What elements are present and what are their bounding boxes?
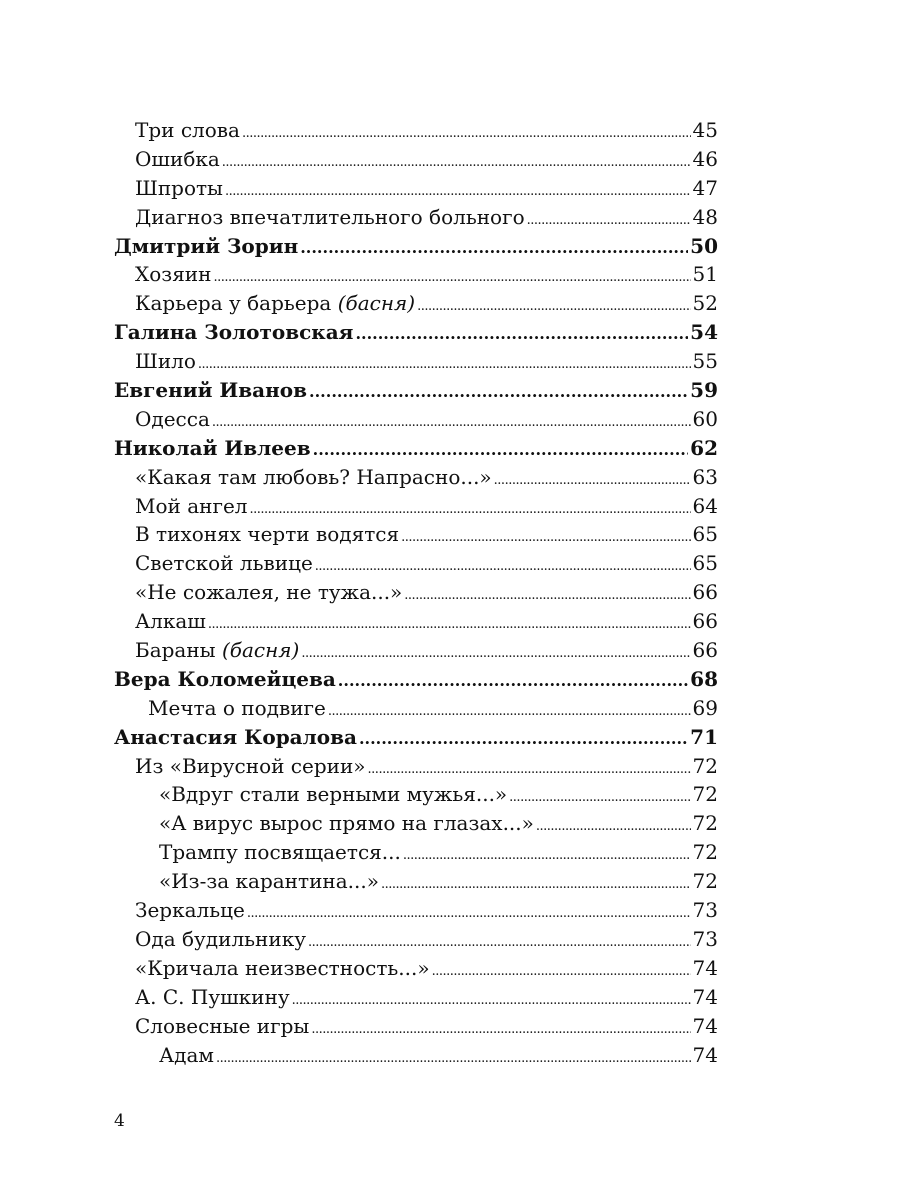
dot-leader bbox=[417, 293, 690, 322]
toc-entry-page: 73 bbox=[692, 898, 718, 923]
toc-entry-page: 54 bbox=[690, 320, 718, 345]
toc-entry bbox=[114, 405, 718, 434]
dot-leader bbox=[292, 987, 691, 1016]
toc-entry bbox=[114, 636, 718, 665]
dot-leader bbox=[536, 813, 691, 842]
toc-entry-title: Карьера у барьера (басня) bbox=[135, 291, 416, 316]
toc-entry bbox=[114, 549, 718, 578]
toc-entry bbox=[114, 694, 718, 723]
toc-entry-title: Светской львице bbox=[135, 551, 313, 576]
dot-leader bbox=[527, 207, 691, 236]
toc-entry bbox=[114, 896, 718, 925]
toc-author-entry bbox=[114, 232, 718, 261]
toc-entry bbox=[114, 838, 718, 867]
toc-entry-page: 47 bbox=[692, 175, 718, 200]
dot-leader bbox=[494, 467, 691, 496]
table-of-contents bbox=[114, 116, 718, 1069]
toc-entry bbox=[114, 174, 718, 203]
toc-entry-title: «А вирус вырос прямо на глазах...» bbox=[159, 811, 534, 836]
toc-entry bbox=[114, 867, 718, 896]
toc-entry-title: Из «Вирусной серии» bbox=[135, 753, 366, 778]
toc-entry-title: Мой ангел bbox=[135, 493, 248, 518]
toc-entry-title: Зеркальце bbox=[135, 898, 245, 923]
toc-entry-page: 68 bbox=[690, 666, 718, 691]
toc-entry-note: (басня) bbox=[221, 638, 300, 663]
toc-entry-title: Шило bbox=[135, 349, 196, 374]
toc-entry bbox=[114, 925, 718, 954]
toc-entry bbox=[114, 1012, 718, 1041]
toc-entry-page: 74 bbox=[692, 1013, 718, 1038]
toc-entry bbox=[114, 260, 718, 289]
toc-entry-page: 48 bbox=[692, 204, 718, 229]
toc-entry bbox=[114, 607, 718, 636]
dot-leader bbox=[222, 149, 691, 178]
toc-entry-title: Дмитрий Зорин bbox=[114, 233, 299, 258]
toc-entry bbox=[114, 1041, 718, 1070]
toc-entry bbox=[114, 116, 718, 145]
toc-entry-page: 62 bbox=[690, 435, 718, 460]
toc-entry-page: 59 bbox=[690, 378, 718, 403]
dot-leader bbox=[216, 1045, 691, 1074]
toc-entry-title: Галина Золотовская bbox=[114, 320, 354, 345]
toc-entry-page: 72 bbox=[692, 782, 718, 807]
dot-leader bbox=[509, 784, 690, 813]
toc-entry-title: Словесные игры bbox=[135, 1013, 310, 1038]
toc-entry-title: Шпроты bbox=[135, 175, 223, 200]
toc-entry-page: 55 bbox=[692, 349, 718, 374]
toc-entry bbox=[114, 578, 718, 607]
toc-entry-title: «Кричала неизвестность...» bbox=[135, 955, 430, 980]
toc-entry-page: 60 bbox=[692, 406, 718, 431]
toc-entry-page: 73 bbox=[692, 926, 718, 951]
toc-entry bbox=[114, 145, 718, 174]
dot-leader bbox=[242, 120, 691, 149]
toc-entry-page: 72 bbox=[692, 840, 718, 865]
toc-entry bbox=[114, 492, 718, 521]
toc-entry-page: 66 bbox=[692, 609, 718, 634]
dot-leader bbox=[355, 320, 688, 349]
dot-leader bbox=[403, 842, 691, 871]
toc-author-entry bbox=[114, 318, 718, 347]
toc-entry-page: 45 bbox=[692, 118, 718, 142]
toc-entry-title: «Не сожалея, не тужа...» bbox=[135, 580, 403, 605]
toc-entry-title: «Вдруг стали верными мужья...» bbox=[159, 782, 508, 807]
toc-entry-page: 74 bbox=[692, 984, 718, 1009]
toc-entry-page: 72 bbox=[692, 753, 718, 778]
toc-entry bbox=[114, 809, 718, 838]
toc-entry-title: «Какая там любовь? Напрасно...» bbox=[135, 464, 492, 489]
toc-author-entry bbox=[114, 434, 718, 463]
dot-leader bbox=[401, 524, 690, 553]
toc-entry-title: Ода будильнику bbox=[135, 926, 306, 951]
toc-entry-title: Адам bbox=[159, 1042, 214, 1067]
toc-entry-page: 74 bbox=[692, 1042, 718, 1067]
toc-entry-page: 66 bbox=[692, 580, 718, 605]
dot-leader bbox=[328, 698, 691, 727]
dot-leader bbox=[338, 667, 688, 696]
toc-entry-title: Трампу посвящается... bbox=[159, 840, 401, 865]
toc-entry-title: Евгений Иванов bbox=[114, 378, 308, 403]
toc-entry-title: В тихонях черти водятся bbox=[135, 522, 400, 547]
toc-entry bbox=[114, 520, 718, 549]
toc-entry bbox=[114, 954, 718, 983]
toc-entry bbox=[114, 780, 718, 809]
dot-leader bbox=[247, 900, 691, 929]
toc-author-entry bbox=[114, 723, 718, 752]
toc-entry-title: Алкаш bbox=[135, 609, 206, 634]
toc-entry-page: 71 bbox=[690, 724, 718, 749]
dot-leader bbox=[309, 378, 688, 407]
toc-entry-page: 52 bbox=[692, 291, 718, 316]
dot-leader bbox=[301, 640, 690, 669]
page-number: 4 bbox=[114, 1111, 125, 1131]
toc-entry-page: 51 bbox=[692, 262, 718, 287]
toc-entry bbox=[114, 463, 718, 492]
toc-author-entry bbox=[114, 376, 718, 405]
dot-leader bbox=[313, 436, 689, 465]
toc-entry-title: «Из-за карантина...» bbox=[159, 869, 379, 894]
toc-entry-page: 74 bbox=[692, 955, 718, 980]
toc-entry-title: Николай Ивлеев bbox=[114, 435, 311, 460]
toc-entry bbox=[114, 347, 718, 376]
toc-entry-title: Хозяин bbox=[135, 262, 212, 287]
dot-leader bbox=[432, 958, 691, 987]
toc-author-entry bbox=[114, 665, 718, 694]
toc-entry-title: А. С. Пушкину bbox=[135, 984, 290, 1009]
toc-entry-page: 66 bbox=[692, 638, 718, 663]
toc-entry-title: Бараны (басня) bbox=[135, 638, 300, 663]
toc-entry-note: (басня) bbox=[337, 291, 416, 316]
dot-leader bbox=[404, 582, 690, 611]
toc-entry-page: 72 bbox=[692, 811, 718, 836]
toc-entry-title: Три слова bbox=[135, 118, 240, 142]
toc-entry-title: Вера Коломейцева bbox=[114, 666, 336, 691]
toc-entry-title: Анастасия Коралова bbox=[114, 724, 357, 749]
toc-entry-page: 46 bbox=[692, 146, 718, 171]
toc-entry bbox=[114, 983, 718, 1012]
toc-entry bbox=[114, 752, 718, 781]
toc-entry-title: Мечта о подвиге bbox=[148, 695, 326, 720]
dot-leader bbox=[311, 1016, 690, 1045]
toc-entry-page: 72 bbox=[692, 869, 718, 894]
toc-entry-page: 65 bbox=[692, 551, 718, 576]
toc-entry-title: Диагноз впечатлительного больного bbox=[135, 204, 525, 229]
toc-entry-page: 65 bbox=[692, 522, 718, 547]
toc-entry-page: 63 bbox=[692, 464, 718, 489]
toc-entry bbox=[114, 203, 718, 232]
toc-entry-page: 64 bbox=[692, 493, 718, 518]
toc-entry-page: 50 bbox=[690, 233, 718, 258]
toc-entry bbox=[114, 289, 718, 318]
dot-leader bbox=[300, 234, 688, 263]
dot-leader bbox=[359, 725, 688, 754]
toc-entry-title: Ошибка bbox=[135, 146, 220, 171]
dot-leader bbox=[381, 871, 691, 900]
toc-entry-page: 69 bbox=[692, 695, 718, 720]
toc-entry-title: Одесса bbox=[135, 406, 210, 431]
